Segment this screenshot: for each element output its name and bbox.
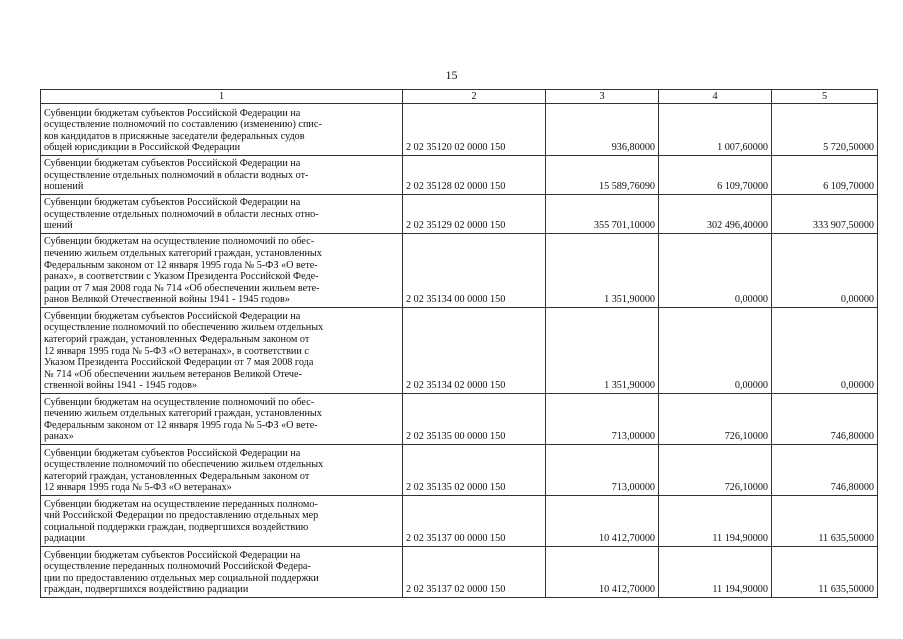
value-cell-col4: 302 496,40000: [659, 195, 772, 234]
header-cell-1: 1: [41, 90, 403, 104]
code-cell: 2 02 35135 00 0000 150: [403, 394, 546, 445]
code-cell: 2 02 35120 02 0000 150: [403, 104, 546, 156]
value-cell-col4: 6 109,70000: [659, 156, 772, 195]
value-cell-col5: 0,00000: [772, 308, 878, 394]
description-line: Субвенции бюджетам на осуществление переданных полномо-: [44, 498, 318, 510]
value-cell-col5: 746,80000: [772, 394, 878, 445]
value-cell-col4: 0,00000: [659, 308, 772, 394]
table-row: [41, 234, 878, 308]
description-cell: [41, 547, 403, 598]
description-line: Субвенции бюджетам на осуществление полномочий по обес-: [44, 236, 315, 248]
value-cell-col5: 746,80000: [772, 445, 878, 496]
value-cell-col4: 0,00000: [659, 234, 772, 308]
description-line: Федеральным законом от 12 января 1995 года № 5-ФЗ «О вете-: [44, 419, 318, 431]
code-cell: 2 02 35135 02 0000 150: [403, 445, 546, 496]
value-cell-col5: 333 907,50000: [772, 195, 878, 234]
code-cell: 2 02 35128 02 0000 150: [403, 156, 546, 195]
value-cell-col3: 10 412,70000: [546, 496, 659, 547]
description-line: 12 января 1995 года № 5-ФЗ «О ветеранах»: [44, 482, 232, 494]
description-line: социальной поддержки граждан, подвергшихся воздействию: [44, 521, 309, 533]
table-row: [41, 394, 878, 445]
description-cell: [41, 496, 403, 547]
header-cell-5: 5: [772, 90, 878, 104]
description-line: Субвенции бюджетам субъектов Российской Федерации на: [44, 107, 301, 119]
description-line: № 714 «Об обеспечении жильем ветеранов Великой Отече-: [44, 368, 302, 380]
description-line: радиации: [44, 533, 86, 545]
value-cell-col4: 11 194,90000: [659, 547, 772, 598]
description-line: Указом Президента Российской Федерации от 7 мая 2008 года: [44, 357, 314, 369]
code-cell: 2 02 35137 00 0000 150: [403, 496, 546, 547]
description-line: осуществление переданных полномочий Российской Федера-: [44, 561, 311, 573]
description-line: рации от 7 мая 2008 года № 714 «Об обеспечении жильем вете-: [44, 282, 320, 294]
description-line: ранах», в соответствии с Указом Президента Российской Феде-: [44, 271, 319, 283]
description-cell: [41, 394, 403, 445]
code-cell: 2 02 35129 02 0000 150: [403, 195, 546, 234]
value-cell-col3: 1 351,90000: [546, 234, 659, 308]
value-cell-col4: 726,10000: [659, 445, 772, 496]
header-cell-3: 3: [546, 90, 659, 104]
header-row: [41, 90, 878, 104]
table-row: [41, 547, 878, 598]
description-line: Субвенции бюджетам субъектов Российской Федерации на: [44, 158, 301, 170]
description-line: категорий граждан, установленных Федеральным законом от: [44, 470, 310, 482]
value-cell-col3: 936,80000: [546, 104, 659, 156]
value-cell-col5: 11 635,50000: [772, 547, 878, 598]
description-cell: [41, 445, 403, 496]
code-cell: 2 02 35134 02 0000 150: [403, 308, 546, 394]
description-line: граждан, подвергшихся воздействию радиации: [44, 584, 249, 596]
value-cell-col5: 0,00000: [772, 234, 878, 308]
description-cell: [41, 195, 403, 234]
description-line: чий Российской Федерации по предоставлению отдельных мер: [44, 510, 319, 522]
description-cell: [41, 234, 403, 308]
table-row: [41, 104, 878, 156]
description-line: осуществление отдельных полномочий в области лесных отно-: [44, 208, 319, 220]
description-cell: [41, 308, 403, 394]
page-number: 15: [445, 68, 458, 82]
value-cell-col5: 5 720,50000: [772, 104, 878, 156]
description-line: 12 января 1995 года № 5-ФЗ «О ветеранах», в соответствии с: [44, 345, 309, 357]
value-cell-col3: 713,00000: [546, 445, 659, 496]
description-line: осуществление полномочий по обеспечению жильем отдельных: [44, 322, 324, 334]
description-line: печению жильем отдельных категорий граждан, установленных: [44, 408, 322, 420]
value-cell-col5: 6 109,70000: [772, 156, 878, 195]
description-line: Субвенции бюджетам субъектов Российской Федерации на: [44, 310, 301, 322]
description-line: категорий граждан, установленных Федеральным законом от: [44, 334, 310, 346]
description-line: осуществление отдельных полномочий в области водных от-: [44, 169, 309, 181]
header-cell-2: 2: [403, 90, 546, 104]
description-line: общей юрисдикции в Российской Федерации: [44, 142, 241, 154]
table-row: [41, 195, 878, 234]
value-cell-col3: 15 589,76090: [546, 156, 659, 195]
description-line: осуществление полномочий по составлению (изменению) спис-: [44, 119, 322, 131]
description-line: шений: [44, 220, 73, 232]
value-cell-col4: 726,10000: [659, 394, 772, 445]
code-cell: 2 02 35134 00 0000 150: [403, 234, 546, 308]
description-line: осуществление полномочий по обеспечению жильем отдельных: [44, 459, 324, 471]
table-row: [41, 156, 878, 195]
value-cell-col4: 1 007,60000: [659, 104, 772, 156]
description-line: Федеральным законом от 12 января 1995 года № 5-ФЗ «О вете-: [44, 259, 318, 271]
description-cell: [41, 104, 403, 156]
table-row: [41, 496, 878, 547]
value-cell-col4: 11 194,90000: [659, 496, 772, 547]
description-line: ции по предоставлению отдельных мер социальной поддержки: [44, 572, 319, 584]
budget-table: [40, 89, 878, 598]
description-line: Субвенции бюджетам субъектов Российской Федерации на: [44, 447, 301, 459]
description-line: ранах»: [44, 431, 74, 443]
value-cell-col3: 713,00000: [546, 394, 659, 445]
description-cell: [41, 156, 403, 195]
table-row: [41, 308, 878, 394]
description-line: Субвенции бюджетам субъектов Российской Федерации на: [44, 549, 301, 561]
description-line: Субвенции бюджетам субъектов Российской Федерации на: [44, 197, 301, 209]
description-line: печению жильем отдельных категорий граждан, установленных: [44, 248, 322, 260]
value-cell-col3: 1 351,90000: [546, 308, 659, 394]
description-line: ношений: [44, 181, 84, 193]
value-cell-col3: 10 412,70000: [546, 547, 659, 598]
value-cell-col3: 355 701,10000: [546, 195, 659, 234]
header-cell-4: 4: [659, 90, 772, 104]
description-line: ков кандидатов в присяжные заседатели федеральных судов: [44, 130, 305, 142]
description-line: ственной войны 1941 - 1945 годов»: [44, 380, 198, 392]
value-cell-col5: 11 635,50000: [772, 496, 878, 547]
table-row: [41, 445, 878, 496]
code-cell: 2 02 35137 02 0000 150: [403, 547, 546, 598]
description-line: Субвенции бюджетам на осуществление полномочий по обес-: [44, 396, 315, 408]
description-line: ранов Великой Отечественной войны 1941 - 1945 годов»: [44, 294, 290, 306]
